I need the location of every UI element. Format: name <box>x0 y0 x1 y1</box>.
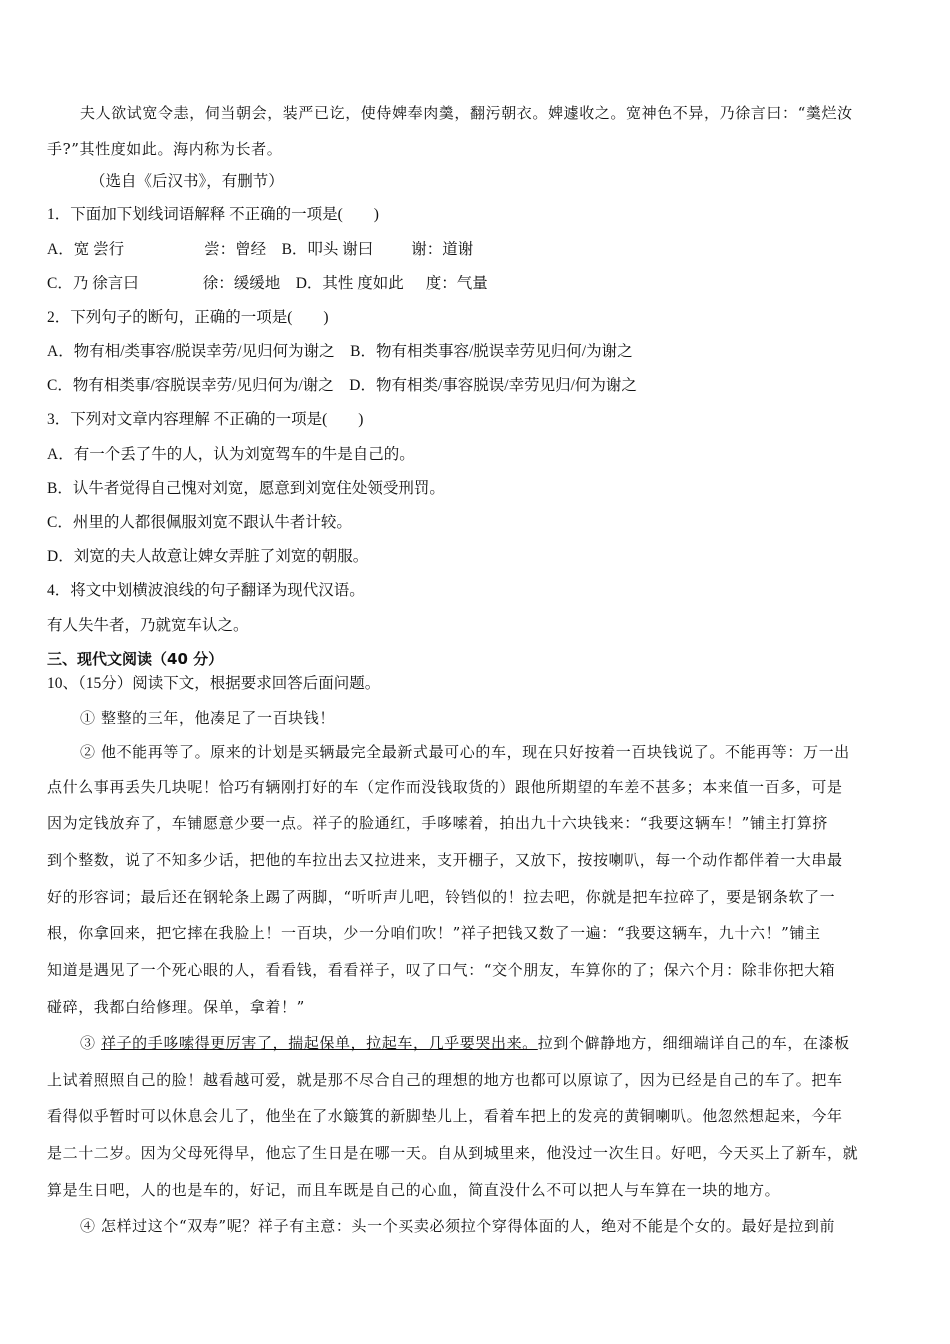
question-3-stem: 3．下列对文章内容理解 不正确的一项是( ) <box>47 411 364 428</box>
passage-line: ④ 怎样过这个“双寿”呢？祥子有主意：头一个买卖必须拉个穿得体面的人，绝对不能是个女的。最好是拉到前 <box>80 1217 836 1235</box>
section-heading: 三、现代文阅读（40 分） <box>47 650 224 668</box>
question-3-option-b: B．认牛者觉得自己愧对刘宽，愿意到刘宽住处领受刑罚。 <box>47 480 445 497</box>
option-b-gloss: 谢：道谢 <box>411 241 474 258</box>
question-3-option-d: D．刘宽的夫人故意让婢女弄脏了刘宽的朝服。 <box>47 548 369 565</box>
option-c: C．乃 徐言曰 <box>47 275 139 292</box>
paragraph-number: ③ <box>80 1034 101 1052</box>
question-1-options-cd <box>47 274 488 294</box>
passage-line: 看得似乎暂时可以休息会儿了，他坐在了水簸箕的新脚垫儿上，看着车把上的发亮的黄铜喇叭。他忽然想起来，今年 <box>47 1107 843 1125</box>
passage-line: ① 整整的三年，他凑足了一百块钱！ <box>80 709 335 727</box>
passage-line: 点什么事再丢失几块呢！恰巧有辆刚打好的车（定作而没钱取货的）跟他所期望的车差不甚多；本来值一百多，可是 <box>47 778 843 796</box>
question-3-option-c: C．州里的人都很佩服刘宽不跟认牛者计较。 <box>47 514 352 531</box>
passage-line: ② 他不能再等了。原来的计划是买辆最完全最新式最可心的车，现在只好按着一百块钱说了。不能再等：万一出 <box>80 743 850 761</box>
passage-line: 知道是遇见了一个死心眼的人，看看钱，看看祥子，叹了口气：“交个朋友，车算你的了；保六个月：除非你把大箱 <box>47 961 836 979</box>
passage-line: 是二十二岁。因为父母死得早，他忘了生日是在哪一天。自从到城里来，他没过一次生日。好吧，今天买上了新车，就 <box>47 1144 859 1162</box>
classical-text-line: 夫人欲试宽令恚，伺当朝会，装严已讫，使侍婢奉肉羹，翻污朝衣。婢遽收之。宽神色不异，乃徐言曰：“羹烂汝 <box>80 104 853 122</box>
passage-line: 到个整数，说了不知多少话，把他的车拉出去又拉进来，支开棚子，又放下，按按喇叭，每一个动作都伴着一大串最 <box>47 851 843 869</box>
question-1-stem: 1．下面加下划线词语解释 不正确的一项是( ) <box>47 206 379 223</box>
question-3-option-a: A．有一个丢了牛的人，认为刘宽驾车的牛是自己的。 <box>47 446 415 463</box>
question-4-stem: 4．将文中划横波浪线的句子翻译为现代汉语。 <box>47 582 365 599</box>
source-citation: （选自《后汉书》，有删节） <box>90 173 284 190</box>
passage-line: 上试着照照自己的脸！越看越可爱，就是那不尽合自己的理想的地方也都可以原谅了，因为已经是自己的车了。把车 <box>47 1071 843 1089</box>
option-d-gloss: 度：气量 <box>425 275 488 292</box>
question-1-options-ab <box>47 240 473 260</box>
option-a: A．宽 尝行 <box>47 241 125 258</box>
question-4-sentence: 有人失牛者，乃就宽车认之。 <box>47 617 249 634</box>
classical-text-line: 手?”其性度如此。海内称为长者。 <box>47 140 283 158</box>
passage-line <box>80 1033 850 1053</box>
passage-line: 因为定钱放弃了，车铺愿意少要一点。祥子的脸通红，手哆嗦着，拍出九十六块钱来：“我要这辆车！”铺主打算挤 <box>47 814 828 832</box>
question-2-stem: 2．下列句子的断句，正确的一项是( ) <box>47 309 329 326</box>
passage-line: 算是生日吧，人的也是车的，好记，而且车既是自己的心血，简直没什么不可以把人与车算在一块的地方。 <box>47 1181 781 1199</box>
option-c-gloss: 徐：缓缓地 D．其性 度如此 <box>202 275 404 292</box>
passage-line: 碰碎，我都白给修理。保单，拿着！” <box>47 998 305 1016</box>
passage-line: 根，你拿回来，把它摔在我脸上！一百块，少一分咱们吹！”祥子把钱又数了一遍：“我要这辆车，九十六！”铺主 <box>47 924 821 942</box>
question-2-options-ab: A．物有相/类事容/脱误幸劳/见归何为谢之 B．物有相类事容/脱误幸劳见归何/为谢之 <box>47 343 633 360</box>
passage-text: 拉到个僻静地方，细细端详自己的车，在漆板 <box>537 1034 850 1052</box>
question-10-stem: 10、（15分）阅读下文，根据要求回答后面问题。 <box>47 675 381 692</box>
passage-line: 好的形容词；最后还在钢轮条上踢了两脚，“听听声儿吧，铃铛似的！拉去吧，你就是把车拉碎了，要是钢条软了一 <box>47 888 836 906</box>
underlined-sentence: 祥子的手哆嗦得更厉害了，揣起保单，拉起车，几乎要哭出来。 <box>100 1034 538 1052</box>
question-2-options-cd: C．物有相类事/容脱误幸劳/见归何为/谢之 D．物有相类/事容脱误/幸劳见归/何为谢之 <box>47 377 637 394</box>
option-a-gloss: 尝：曾经 B．叩头 谢曰 <box>204 241 374 258</box>
